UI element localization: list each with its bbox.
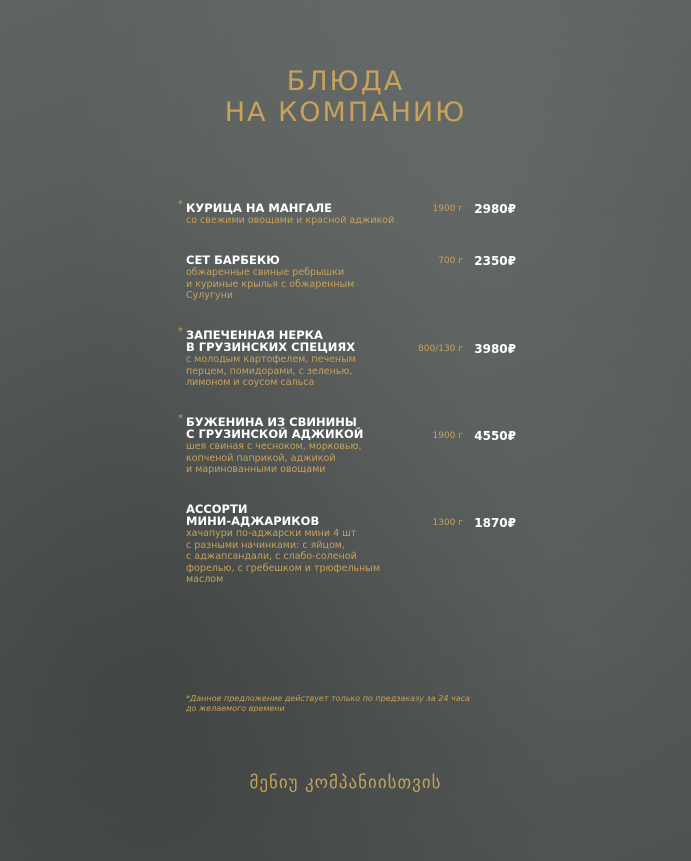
georgian-caption: მენიუ კომპანიისთვის xyxy=(249,773,442,793)
dish-name-line2: В ГРУЗИНСКИХ СПЕЦИЯХ xyxy=(186,340,356,354)
dish-description xyxy=(186,354,516,389)
desc-line: хачапури по-аджарски мини 4 шт xyxy=(186,528,357,539)
dish-description xyxy=(186,215,516,227)
menu-item xyxy=(186,503,516,586)
desc-line: обжаренные свиные ребрышки xyxy=(186,267,345,278)
dish-name: ЗАПЕЧЕННАЯ НЕРКА xyxy=(186,328,323,342)
desc-line: форелью, с гребешком и трюфельным xyxy=(186,562,381,574)
dish-price: 1870₽ xyxy=(474,516,516,530)
asterisk-mark: * xyxy=(178,326,183,337)
desc-line: и куриные крылья с обжаренным xyxy=(186,278,355,290)
dish-name-line2: МИНИ-АДЖАРИКОВ xyxy=(186,514,320,528)
dish-weight: 1900 г xyxy=(432,431,463,441)
menu-item xyxy=(178,199,516,227)
menu-title xyxy=(0,66,691,128)
desc-line: с аджапсандали, с слабо-соленой xyxy=(186,551,357,562)
dish-description xyxy=(186,441,516,476)
dish-name: СЕТ БАРБЕКЮ xyxy=(186,253,280,267)
asterisk-mark: * xyxy=(178,413,183,424)
desc-line: со свежими овощами и красной аджикой xyxy=(186,215,395,226)
dish-price: 4550₽ xyxy=(474,429,516,443)
desc-line: с молодым картофелем, печеным xyxy=(186,354,356,365)
dish-price: 2350₽ xyxy=(474,254,516,268)
desc-line: маслом xyxy=(186,574,224,585)
dish-description xyxy=(186,267,516,302)
asterisk-mark: * xyxy=(178,199,183,210)
menu-title-line1: БЛЮДА xyxy=(286,66,405,97)
dish-weight: 700 г xyxy=(438,256,463,266)
desc-line: Сулугуни xyxy=(186,290,233,301)
dish-weight: 1300 г xyxy=(432,518,463,528)
menu-item xyxy=(178,326,516,389)
dish-weight: 1900 г xyxy=(432,204,463,214)
menu-item xyxy=(178,413,516,476)
dish-name: БУЖЕНИНА ИЗ СВИНИНЫ xyxy=(186,415,357,429)
footnote-line1: *Данное предложение действует только по предзаказу за 24 часа xyxy=(186,694,470,703)
menu-item xyxy=(186,254,516,302)
footnote xyxy=(186,694,506,714)
dish-name-line2: С ГРУЗИНСКОЙ АДЖИКОЙ xyxy=(186,427,364,441)
dish-name: АССОРТИ xyxy=(186,502,248,516)
desc-line: и маринованными овощами xyxy=(186,464,326,475)
desc-line: с разными начинками: с яйцом, xyxy=(186,539,345,551)
desc-line: шея свиная с чесноком, морковью, xyxy=(186,441,362,452)
desc-line: копченой паприкой, аджикой xyxy=(186,452,336,464)
dish-price: 2980₽ xyxy=(474,202,516,216)
desc-line: перцем, помидорами, с зеленью, xyxy=(186,365,353,377)
dish-price: 3980₽ xyxy=(474,342,516,356)
dish-name: КУРИЦА НА МАНГАЛЕ xyxy=(186,201,333,215)
dish-weight: 800/130 г xyxy=(418,344,463,354)
dish-description xyxy=(186,528,516,586)
footnote-line2: до желаемого времени xyxy=(186,704,285,713)
desc-line: лимоном и соусом сальса xyxy=(186,377,315,388)
menu-title-line2: НА КОМПАНИЮ xyxy=(224,97,467,128)
